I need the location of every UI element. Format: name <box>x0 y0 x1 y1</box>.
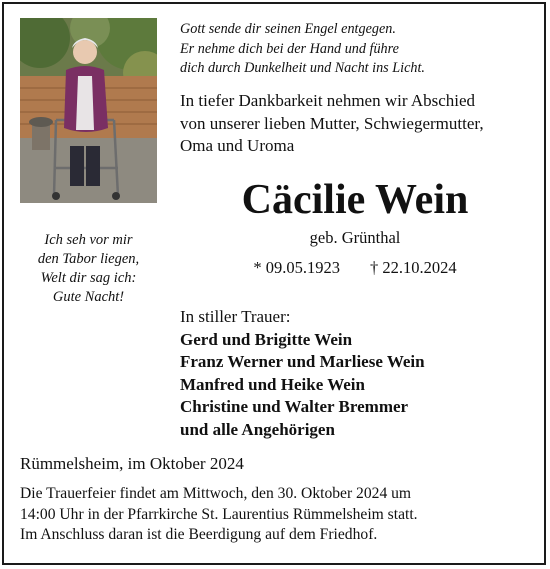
farewell-text <box>180 90 484 158</box>
deceased-name: Cäcilie Wein <box>241 177 469 223</box>
verse-line: den Tabor liegen, <box>37 251 140 267</box>
portrait-photo <box>20 18 157 203</box>
death-date: † 22.10.2024 <box>370 258 457 277</box>
motto-line: Er nehme dich bei der Hand und führe <box>180 40 399 57</box>
place-date: Rümmelsheim, im Oktober 2024 <box>20 454 244 473</box>
service-line: 14:00 Uhr in der Pfarrkirche St. Laurentius Rümmelsheim statt. <box>20 505 418 523</box>
life-dates <box>180 258 530 278</box>
funeral-info <box>20 484 520 546</box>
intro-line: von unserer lieben Mutter, Schwiegermutter, <box>180 113 484 133</box>
mourning-heading: In stiller Trauer: <box>180 307 291 326</box>
intro-line: Oma und Uroma <box>180 136 295 155</box>
mourners-list <box>180 306 425 441</box>
mourner-name: und alle Angehörigen <box>180 419 335 439</box>
service-line: Im Anschluss daran ist die Beerdigung auf dem Friedhof. <box>20 526 378 543</box>
motto-line: dich durch Dunkelheit und Nacht ins Licht. <box>180 60 425 76</box>
verse-line: Ich seh vor mir <box>44 232 133 248</box>
verse-line: Welt dir sag ich: <box>40 270 137 286</box>
mourner-name: Gerd und Brigitte Wein <box>180 329 353 349</box>
birth-date: * 09.05.1923 <box>253 258 340 277</box>
motto-quote <box>180 20 425 79</box>
service-line: Die Trauerfeier findet am Mittwoch, den 30. Oktober 2024 um <box>20 485 412 502</box>
mourner-name: Christine und Walter Bremmer <box>180 397 409 416</box>
motto-line: Gott sende dir seinen Engel entgegen. <box>180 21 396 37</box>
intro-line: In tiefer Dankbarkeit nehmen wir Abschied <box>180 91 476 110</box>
mourner-name: Franz Werner und Marliese Wein <box>180 352 425 371</box>
birth-name: geb. Grünthal <box>309 228 401 247</box>
verse-quote <box>20 231 157 307</box>
verse-line: Gute Nacht! <box>52 289 125 305</box>
mourner-name: Manfred und Heike Wein <box>180 374 365 394</box>
